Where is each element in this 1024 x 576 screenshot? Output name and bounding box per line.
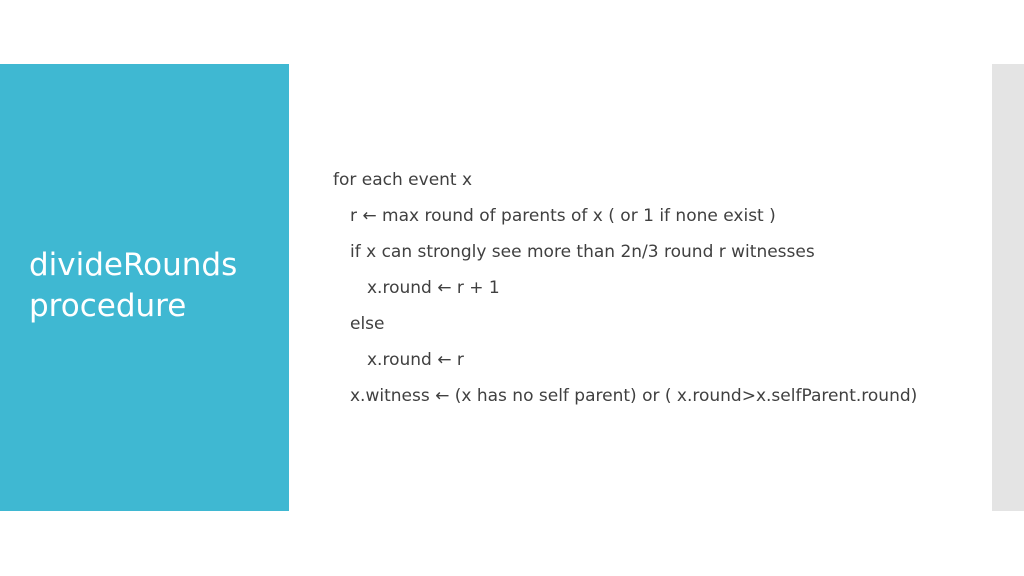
code-line-r-assign: r ← max round of parents of x ( or 1 if none exist )	[350, 206, 776, 226]
code-line-for-each: for each event x	[333, 170, 473, 190]
pseudocode-block	[333, 162, 973, 414]
code-line-witness: x.witness ← (x has no self parent) or ( x.round>x.selfParent.round)	[350, 386, 918, 406]
code-line-else: else	[350, 314, 385, 334]
right-side-bar	[992, 64, 1024, 511]
code-line-if-condition: if x can strongly see more than 2n/3 round r witnesses	[350, 242, 815, 262]
code-line-round-assign: x.round ← r	[367, 350, 464, 370]
code-line-round-increment: x.round ← r + 1	[367, 278, 500, 298]
slide-title	[29, 245, 279, 327]
slide-title-line-2: procedure	[29, 288, 187, 324]
slide-title-line-1: divideRounds	[29, 247, 238, 283]
